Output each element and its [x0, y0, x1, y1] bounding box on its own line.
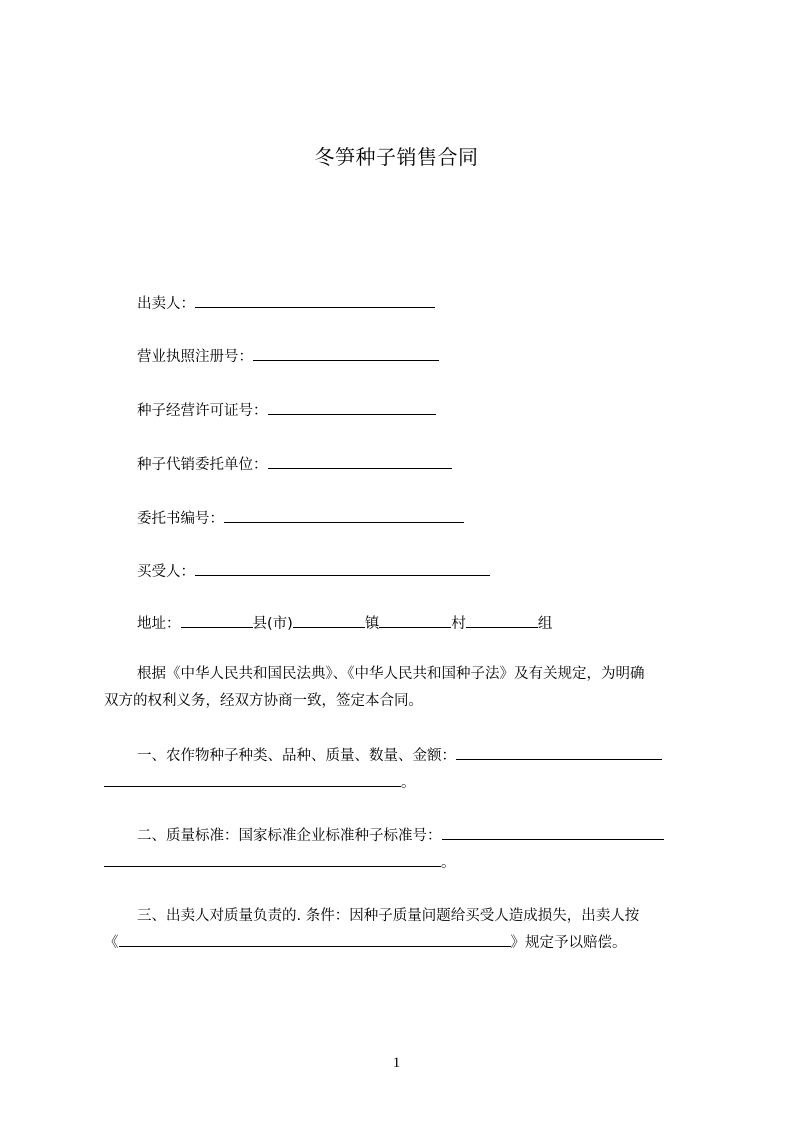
- buyer-blank[interactable]: [195, 560, 490, 576]
- address-county-label: 县(市): [252, 616, 293, 632]
- clause-3: [104, 903, 700, 957]
- clause-1-line-2: [104, 770, 700, 797]
- buyer-field: [137, 560, 490, 582]
- address-town-blank[interactable]: [293, 612, 365, 628]
- clause-2-blank-b[interactable]: [104, 851, 441, 867]
- clause-3-open-quote: 《: [104, 935, 119, 951]
- clause-1-text: 一、农作物种子种类、品种、质量、数量、金额：: [137, 748, 456, 764]
- seed-license-field: [137, 399, 436, 421]
- address-group-label: 组: [537, 616, 553, 632]
- intro-line-2: 双方的权利义务，经双方协商一致，签定本合同。: [104, 693, 423, 709]
- seller-field: [137, 292, 435, 314]
- address-village-blank[interactable]: [379, 612, 451, 628]
- clause-2-text: 二、质量标准：国家标准企业标准种子标准号：: [137, 828, 442, 844]
- clause-1: [104, 743, 700, 797]
- clause-1-blank-a[interactable]: [456, 744, 662, 760]
- clause-2-line-2: [104, 850, 700, 877]
- clause-2-blank-a[interactable]: [442, 824, 664, 840]
- clause-2: [104, 823, 700, 877]
- clause-3-blank[interactable]: [119, 931, 511, 947]
- clause-1-end: 。: [401, 775, 416, 791]
- entrust-number-label: 委托书编号：: [137, 511, 224, 527]
- buyer-label: 买受人：: [137, 564, 195, 580]
- agent-unit-label: 种子代销委托单位：: [137, 457, 268, 473]
- intro-line-1: 根据《中华人民共和国民法典》、《中华人民共和国种子法》及有关规定，为明确: [137, 666, 645, 682]
- seller-label: 出卖人：: [137, 296, 195, 312]
- contract-title: 冬笋种子销售合同: [314, 145, 479, 169]
- clause-2-line-1: [104, 823, 700, 850]
- business-license-blank[interactable]: [253, 345, 439, 361]
- clause-3-line-2: [104, 930, 700, 957]
- address-field: [137, 612, 552, 634]
- agent-unit-field: [137, 453, 452, 475]
- seller-blank[interactable]: [195, 292, 435, 308]
- business-license-label: 营业执照注册号：: [137, 349, 253, 365]
- address-village-label: 村: [451, 616, 466, 632]
- address-label: 地址：: [137, 616, 181, 632]
- entrust-number-blank[interactable]: [224, 507, 464, 523]
- seed-license-label: 种子经营许可证号：: [137, 403, 268, 419]
- agent-unit-blank[interactable]: [268, 453, 452, 469]
- business-license-field: [137, 345, 439, 367]
- clause-2-end: 。: [441, 855, 456, 871]
- address-group-blank[interactable]: [466, 612, 538, 628]
- clause-3-close: 》规定予以赔偿。: [510, 935, 627, 951]
- seed-license-blank[interactable]: [268, 399, 436, 415]
- clause-3-line-1: 三、出卖人对质量负责的. 条件：因种子质量问题给买受人造成损失，出卖人按: [137, 908, 640, 924]
- address-county-blank[interactable]: [181, 612, 253, 628]
- clause-1-line-1: [104, 743, 700, 770]
- intro-paragraph: [104, 661, 700, 715]
- address-town-label: 镇: [364, 616, 380, 632]
- entrust-number-field: [137, 507, 464, 529]
- clause-1-blank-b[interactable]: [104, 771, 401, 787]
- page-number: 1: [392, 1055, 401, 1071]
